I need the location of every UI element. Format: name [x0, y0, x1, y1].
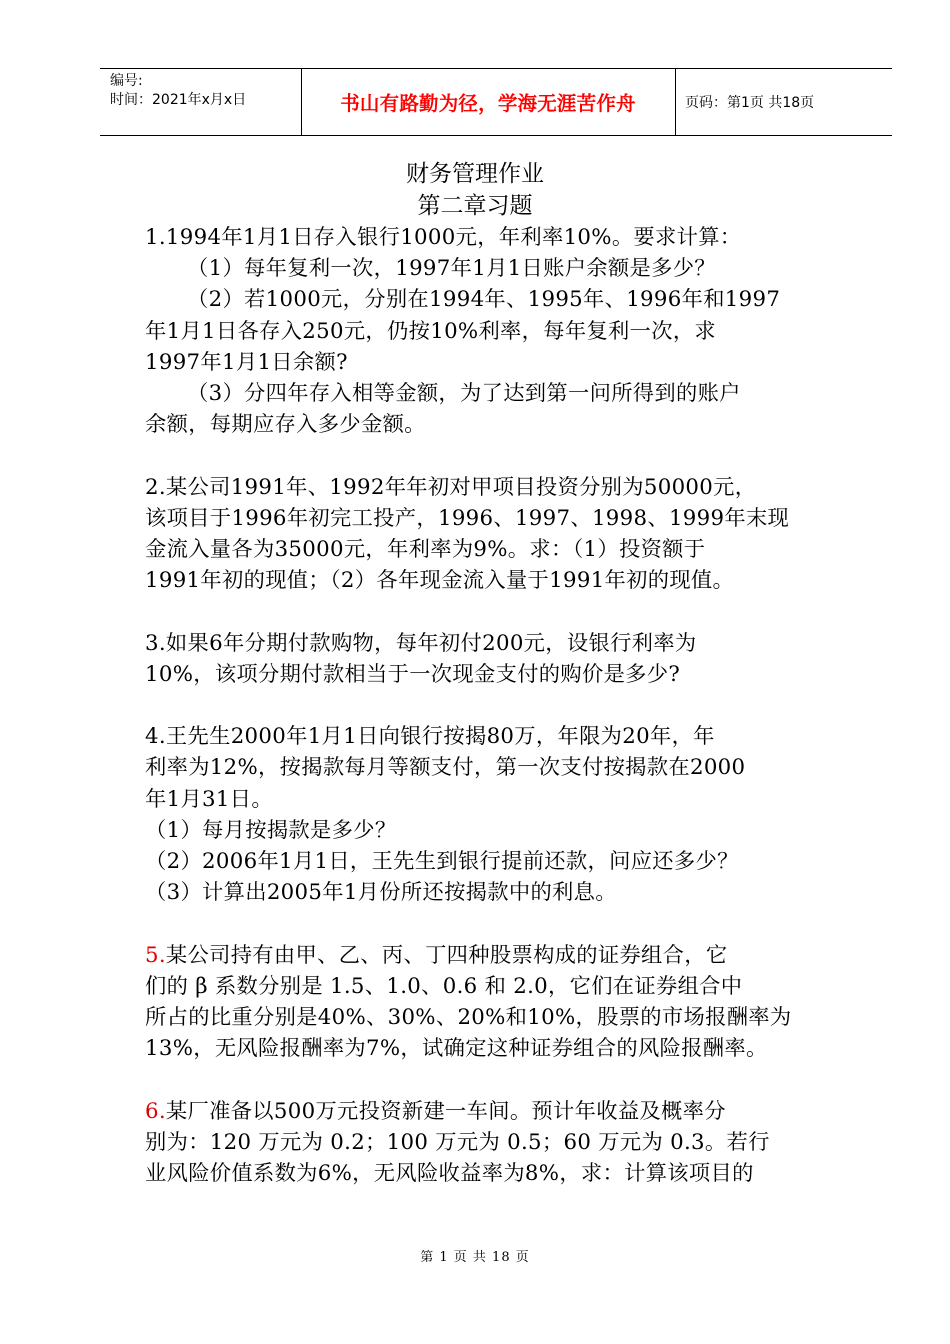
question-2-text: 2.某公司1991年、1992年年初对甲项目投资分别为50000元， — [145, 474, 757, 500]
question-5-text: 们的 β 系数分别是 1.5、1.0、0.6 和 2.0，它们在证券组合中 — [145, 973, 743, 999]
question-6-text: 业风险价值系数为6%，无风险收益率为8%，求：计算该项目的 — [145, 1161, 754, 1187]
document-time-label: 时间：2021年x月x日 — [110, 92, 247, 108]
header-motto: 书山有路勤为径，学海无涯苦作舟 — [340, 92, 636, 115]
header-meta — [110, 72, 246, 110]
question-5-number: 5. — [145, 942, 166, 968]
question-1-part-2-cont: 年1月1日各存入250元，仍按10%利率，每年复利一次，求 — [145, 318, 717, 344]
question-1-part-3-cont: 余额，每期应存入多少金额。 — [145, 412, 426, 438]
question-5-text: 5.某公司持有由甲、乙、丙、丁四种股票构成的证券组合，它 — [145, 942, 728, 968]
question-1-part-1: （1）每年复利一次，1997年1月1日账户余额是多少？ — [187, 256, 716, 282]
question-4-part-1: （1）每月按揭款是多少？ — [145, 817, 397, 843]
chapter-subtitle: 第二章习题 — [417, 193, 533, 219]
question-2-text: 1991年初的现值；（2）各年现金流入量于1991年初的现值。 — [145, 568, 735, 594]
question-6-number: 6. — [145, 1098, 166, 1124]
header-divider — [675, 69, 676, 135]
page-header — [100, 68, 892, 136]
question-4-part-2: （2）2006年1月1日，王先生到银行提前还款，问应还多少？ — [145, 849, 739, 875]
question-4-part-3: （3）计算出2005年1月份所还按揭款中的利息。 — [145, 880, 617, 906]
question-1-part-2-cont: 1997年1月1日余额? — [145, 349, 348, 375]
question-5-text: 13%，无风险报酬率为7%，试确定这种证券组合的风险报酬率。 — [145, 1036, 768, 1062]
question-4-text: 利率为12%，按揭款每月等额支付，第一次支付按揭款在2000 — [145, 755, 746, 781]
question-3-text: 10%，该项分期付款相当于一次现金支付的购价是多少? — [145, 661, 681, 687]
question-4-text: 年1月31日。 — [145, 786, 273, 812]
exercise-body — [145, 222, 875, 1189]
question-6-text: 别为：120 万元为 0.2；100 万元为 0.5；60 万元为 0.3。若行 — [145, 1129, 770, 1155]
question-1-text: 1.1994年1月1日存入银行1000元，年利率10%。要求计算： — [145, 225, 742, 250]
question-5-text: 所占的比重分别是40%、30%、20%和10%，股票的市场报酬率为 — [145, 1005, 792, 1031]
question-4-text: 4.王先生2000年1月1日向银行按揭80万，年限为20年，年 — [145, 724, 715, 750]
question-1-part-3: （3）分四年存入相等金额，为了达到第一问所得到的账户 — [187, 381, 741, 407]
question-1-part-2: （2）若1000元，分别在1994年、1995年、1996年和1997 — [187, 287, 781, 313]
header-page-number: 页码：第1页 共18页 — [685, 95, 815, 111]
question-2-text: 该项目于1996年初完工投产，1996、1997、1998、1999年末现 — [145, 505, 790, 531]
page-footer: 第 1 页 共 18 页 — [420, 1250, 530, 1265]
question-3-text: 3.如果6年分期付款购物，每年初付200元，设银行利率为 — [145, 630, 697, 656]
document-number-label: 编号: — [110, 73, 143, 89]
question-2-text: 金流入量各为35000元，年利率为9%。求：（1）投资额于 — [145, 537, 706, 563]
document-title: 财务管理作业 — [406, 161, 544, 187]
question-6-text: 6.某厂准备以500万元投资新建一车间。预计年收益及概率分 — [145, 1098, 726, 1124]
